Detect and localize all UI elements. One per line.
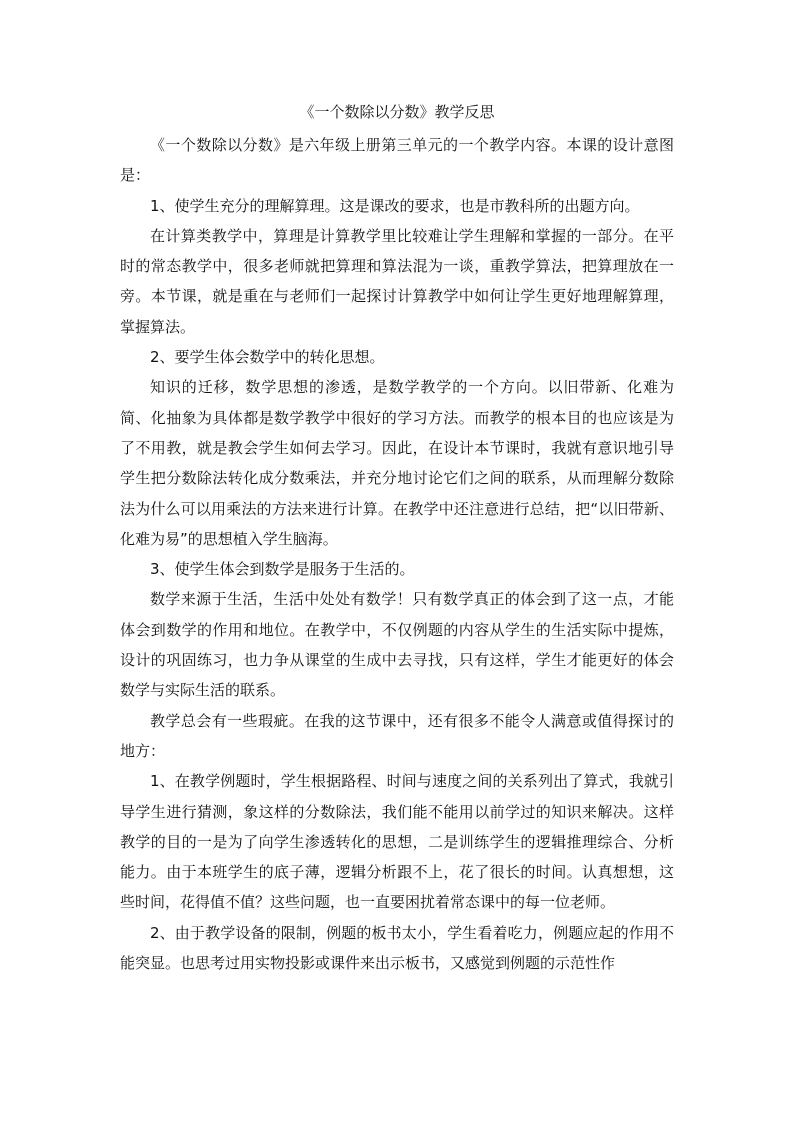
paragraph-point-2-body: 知识的迁移，数学思想的渗透，是数学教学的一个方向。以旧带新、化难为简、化抽象为具体都是数学教学中很好的学习方法。而教学的根本目的也应该是为了不用教，就是教会学生如何去学习。因此，在设计本节课时，我就有意识地引导学生把分数除法转化成分数乘法，并充分地讨论它们之间的联系，从而理解分数除法为什么可以用乘法的方法来进行计算。在教学中还注意进行总结，把“以旧带新、化难为易”的思想植入学生脑海。 (120, 378, 674, 548)
document-title: 《一个数除以分数》教学反思 (299, 103, 495, 121)
paragraph-intro: 《一个数除以分数》是六年级上册第三单元的一个教学内容。本课的设计意图是： (120, 136, 674, 185)
paragraph-shortcomings-intro: 教学总会有一些瑕疵。在我的这节课中，还有很多不能令人满意或值得探讨的地方： (120, 711, 674, 760)
paragraph-point-3-heading: 3、使学生体会到数学是服务于生活的。 (150, 560, 415, 579)
document-body (120, 130, 674, 978)
paragraph-shortcoming-2: 2、由于教学设备的限制，例题的板书太小，学生看着吃力，例题应起的作用不能突显。也思考过用实物投影或课件来出示板书，又感觉到例题的示范性作 (120, 923, 674, 973)
paragraph-point-2-heading: 2、要学生体会数学中的转化思想。 (150, 348, 385, 367)
paragraph-shortcoming-1: 1、在教学例题时，学生根据路程、时间与速度之间的关系列出了算式，我就引导学生进行猜测，象这样的分数除法，我们能不能用以前学过的知识来解决。这样教学的目的一是为了向学生渗透转化的思想，二是训练学生的逻辑推理综合、分析能力。由于本班学生的底子薄，逻辑分析跟不上，花了很长的时间。认真想想，这些时间，花得值不值？这些问题，也一直要困扰着常态课中的每一位老师。 (120, 772, 674, 912)
paragraph-point-3-body: 数学来源于生活，生活中处处有数学！只有数学真正的体会到了这一点，才能体会到数学的作用和地位。在教学中，不仅例题的内容从学生的生活实际中提炼，设计的巩固练习，也力争从课堂的生成中去寻找，只有这样，学生才能更好的体会数学与实际生活的联系。 (120, 590, 674, 700)
paragraph-point-1-heading: 1、使学生充分的理解算理。这是课改的要求，也是市教科所的出题方向。 (150, 196, 640, 215)
paragraph-point-1-body: 在计算类教学中，算理是计算教学里比较难让学生理解和掌握的一部分。在平时的常态教学中，很多老师就把算理和算法混为一谈，重教学算法，把算理放在一旁。本节课，就是重在与老师们一起探讨计算教学中如何让学生更好地理解算理，掌握算法。 (120, 226, 674, 336)
